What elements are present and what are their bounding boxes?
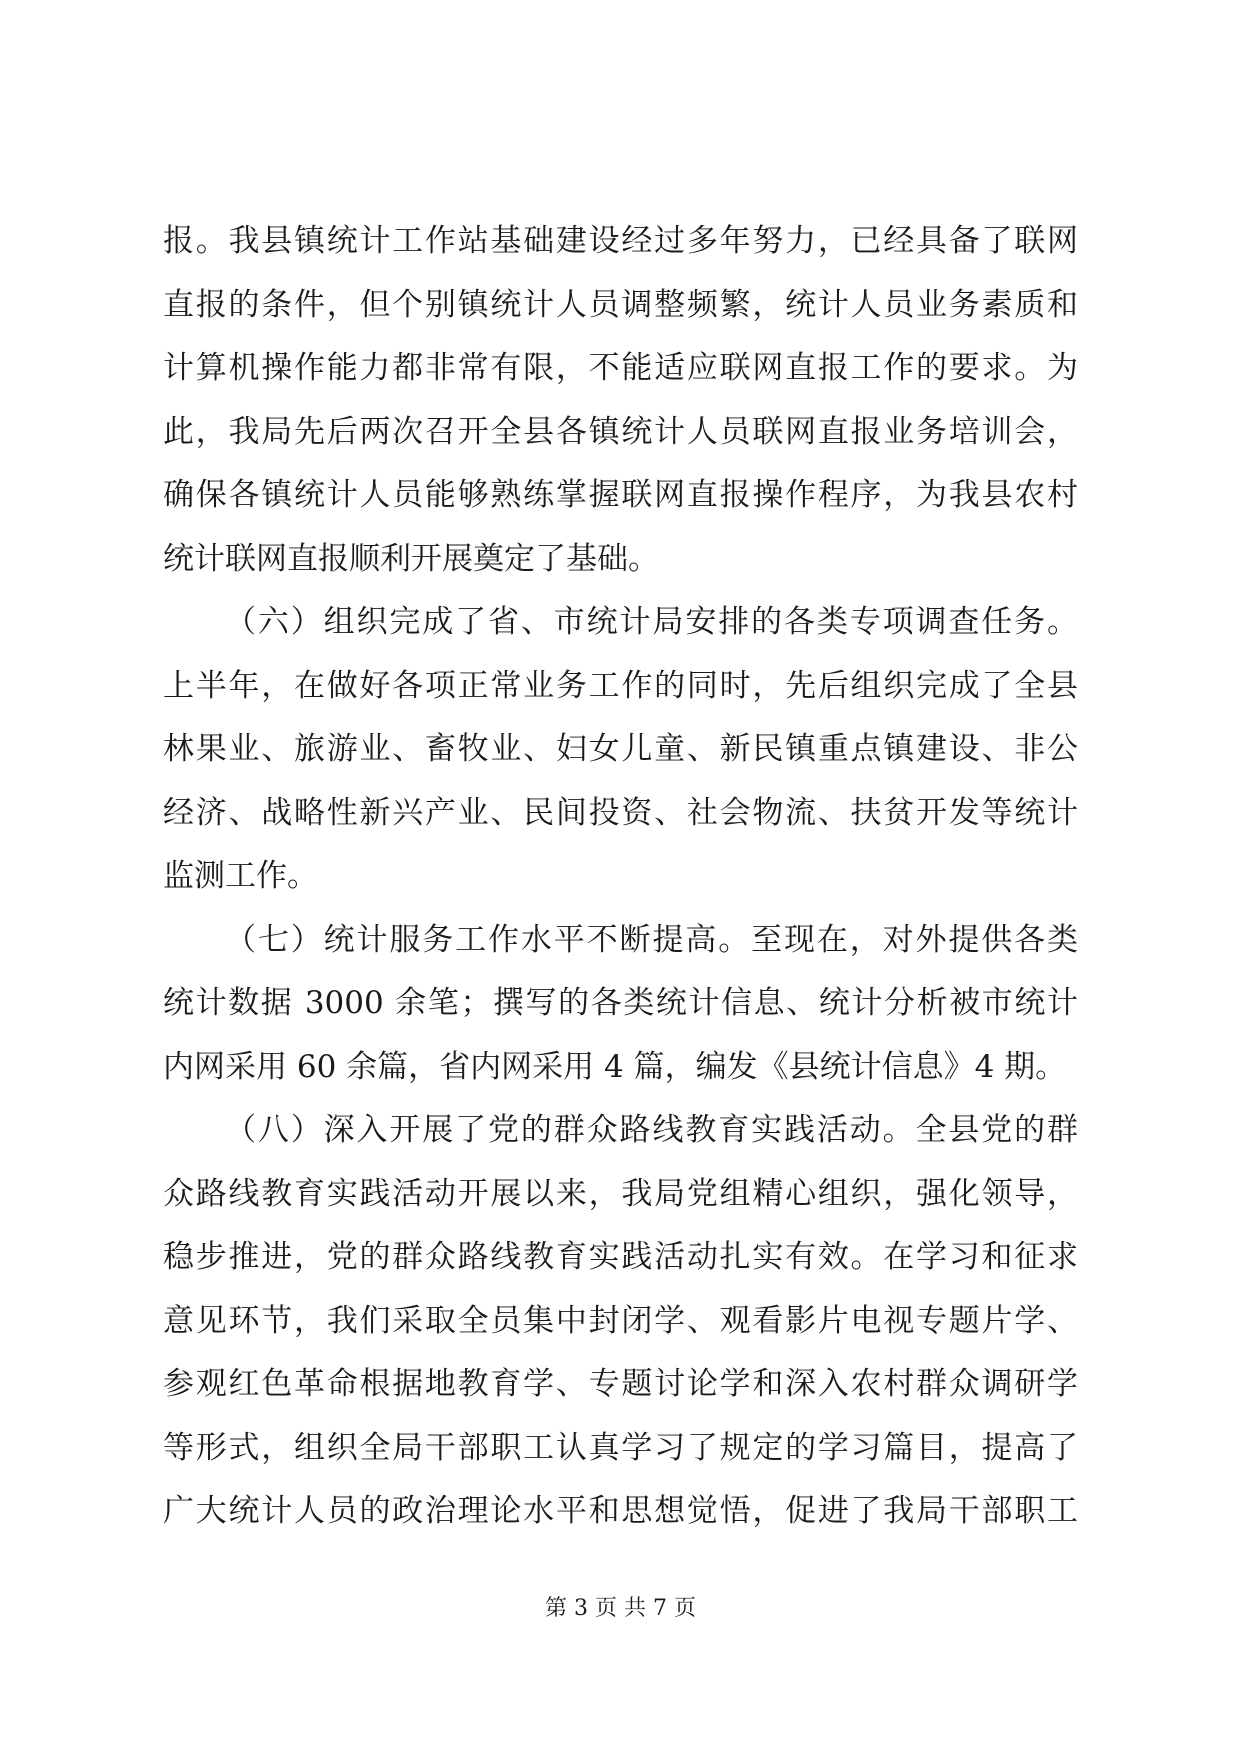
text-line: 统计联网直报顺利开展奠定了基础。 bbox=[163, 540, 659, 577]
text-line: 直报的条件，但个别镇统计人员调整频繁，统计人员业务素质和 bbox=[163, 286, 1078, 323]
text-line: 内网采用 60 余篇，省内网采用 4 篇，编发《县统计信息》4 期。 bbox=[163, 1048, 1067, 1085]
text-line: （八）深入开展了党的群众路线教育实践活动。全县党的群 bbox=[225, 1112, 1078, 1148]
text-line: 林果业、旅游业、畜牧业、妇女儿童、新民镇重点镇建设、非公 bbox=[163, 731, 1078, 767]
text-line: 众路线教育实践活动开展以来，我局党组精心组织，强化领导， bbox=[163, 1175, 1078, 1212]
page-footer: 第 3 页 共 7 页 bbox=[545, 1596, 696, 1621]
text-line: 监测工作。 bbox=[163, 858, 318, 894]
text-line: 计算机操作能力都非常有限，不能适应联网直报工作的要求。为 bbox=[163, 350, 1078, 386]
text-line: 上半年，在做好各项正常业务工作的同时，先后组织完成了全县 bbox=[163, 667, 1078, 704]
text-line: 稳步推进，党的群众路线教育实践活动扎实有效。在学习和征求 bbox=[163, 1239, 1078, 1275]
text-line: 意见环节，我们采取全员集中封闭学、观看影片电视专题片学、 bbox=[163, 1302, 1078, 1339]
text-line: （六）组织完成了省、市统计局安排的各类专项调查任务。 bbox=[225, 604, 1078, 640]
text-line: 统计数据 3000 余笔；撰写的各类统计信息、统计分析被市统计 bbox=[163, 985, 1078, 1021]
document-body bbox=[163, 210, 1078, 1544]
text-line: 广大统计人员的政治理论水平和思想觉悟，促进了我局干部职工 bbox=[163, 1493, 1078, 1529]
text-line: 等形式，组织全局干部职工认真学习了规定的学习篇目，提高了 bbox=[163, 1429, 1078, 1466]
text-line: 确保各镇统计人员能够熟练掌握联网直报操作程序，为我县农村 bbox=[163, 477, 1078, 513]
text-line: 参观红色革命根据地教育学、专题讨论学和深入农村群众调研学 bbox=[163, 1366, 1078, 1402]
text-line: （七）统计服务工作水平不断提高。至现在，对外提供各类 bbox=[225, 921, 1078, 958]
text-line: 此，我局先后两次召开全县各镇统计人员联网直报业务培训会， bbox=[163, 413, 1078, 450]
text-line: 报。我县镇统计工作站基础建设经过多年努力，已经具备了联网 bbox=[163, 223, 1078, 259]
text-line: 经济、战略性新兴产业、民间投资、社会物流、扶贫开发等统计 bbox=[163, 794, 1078, 831]
